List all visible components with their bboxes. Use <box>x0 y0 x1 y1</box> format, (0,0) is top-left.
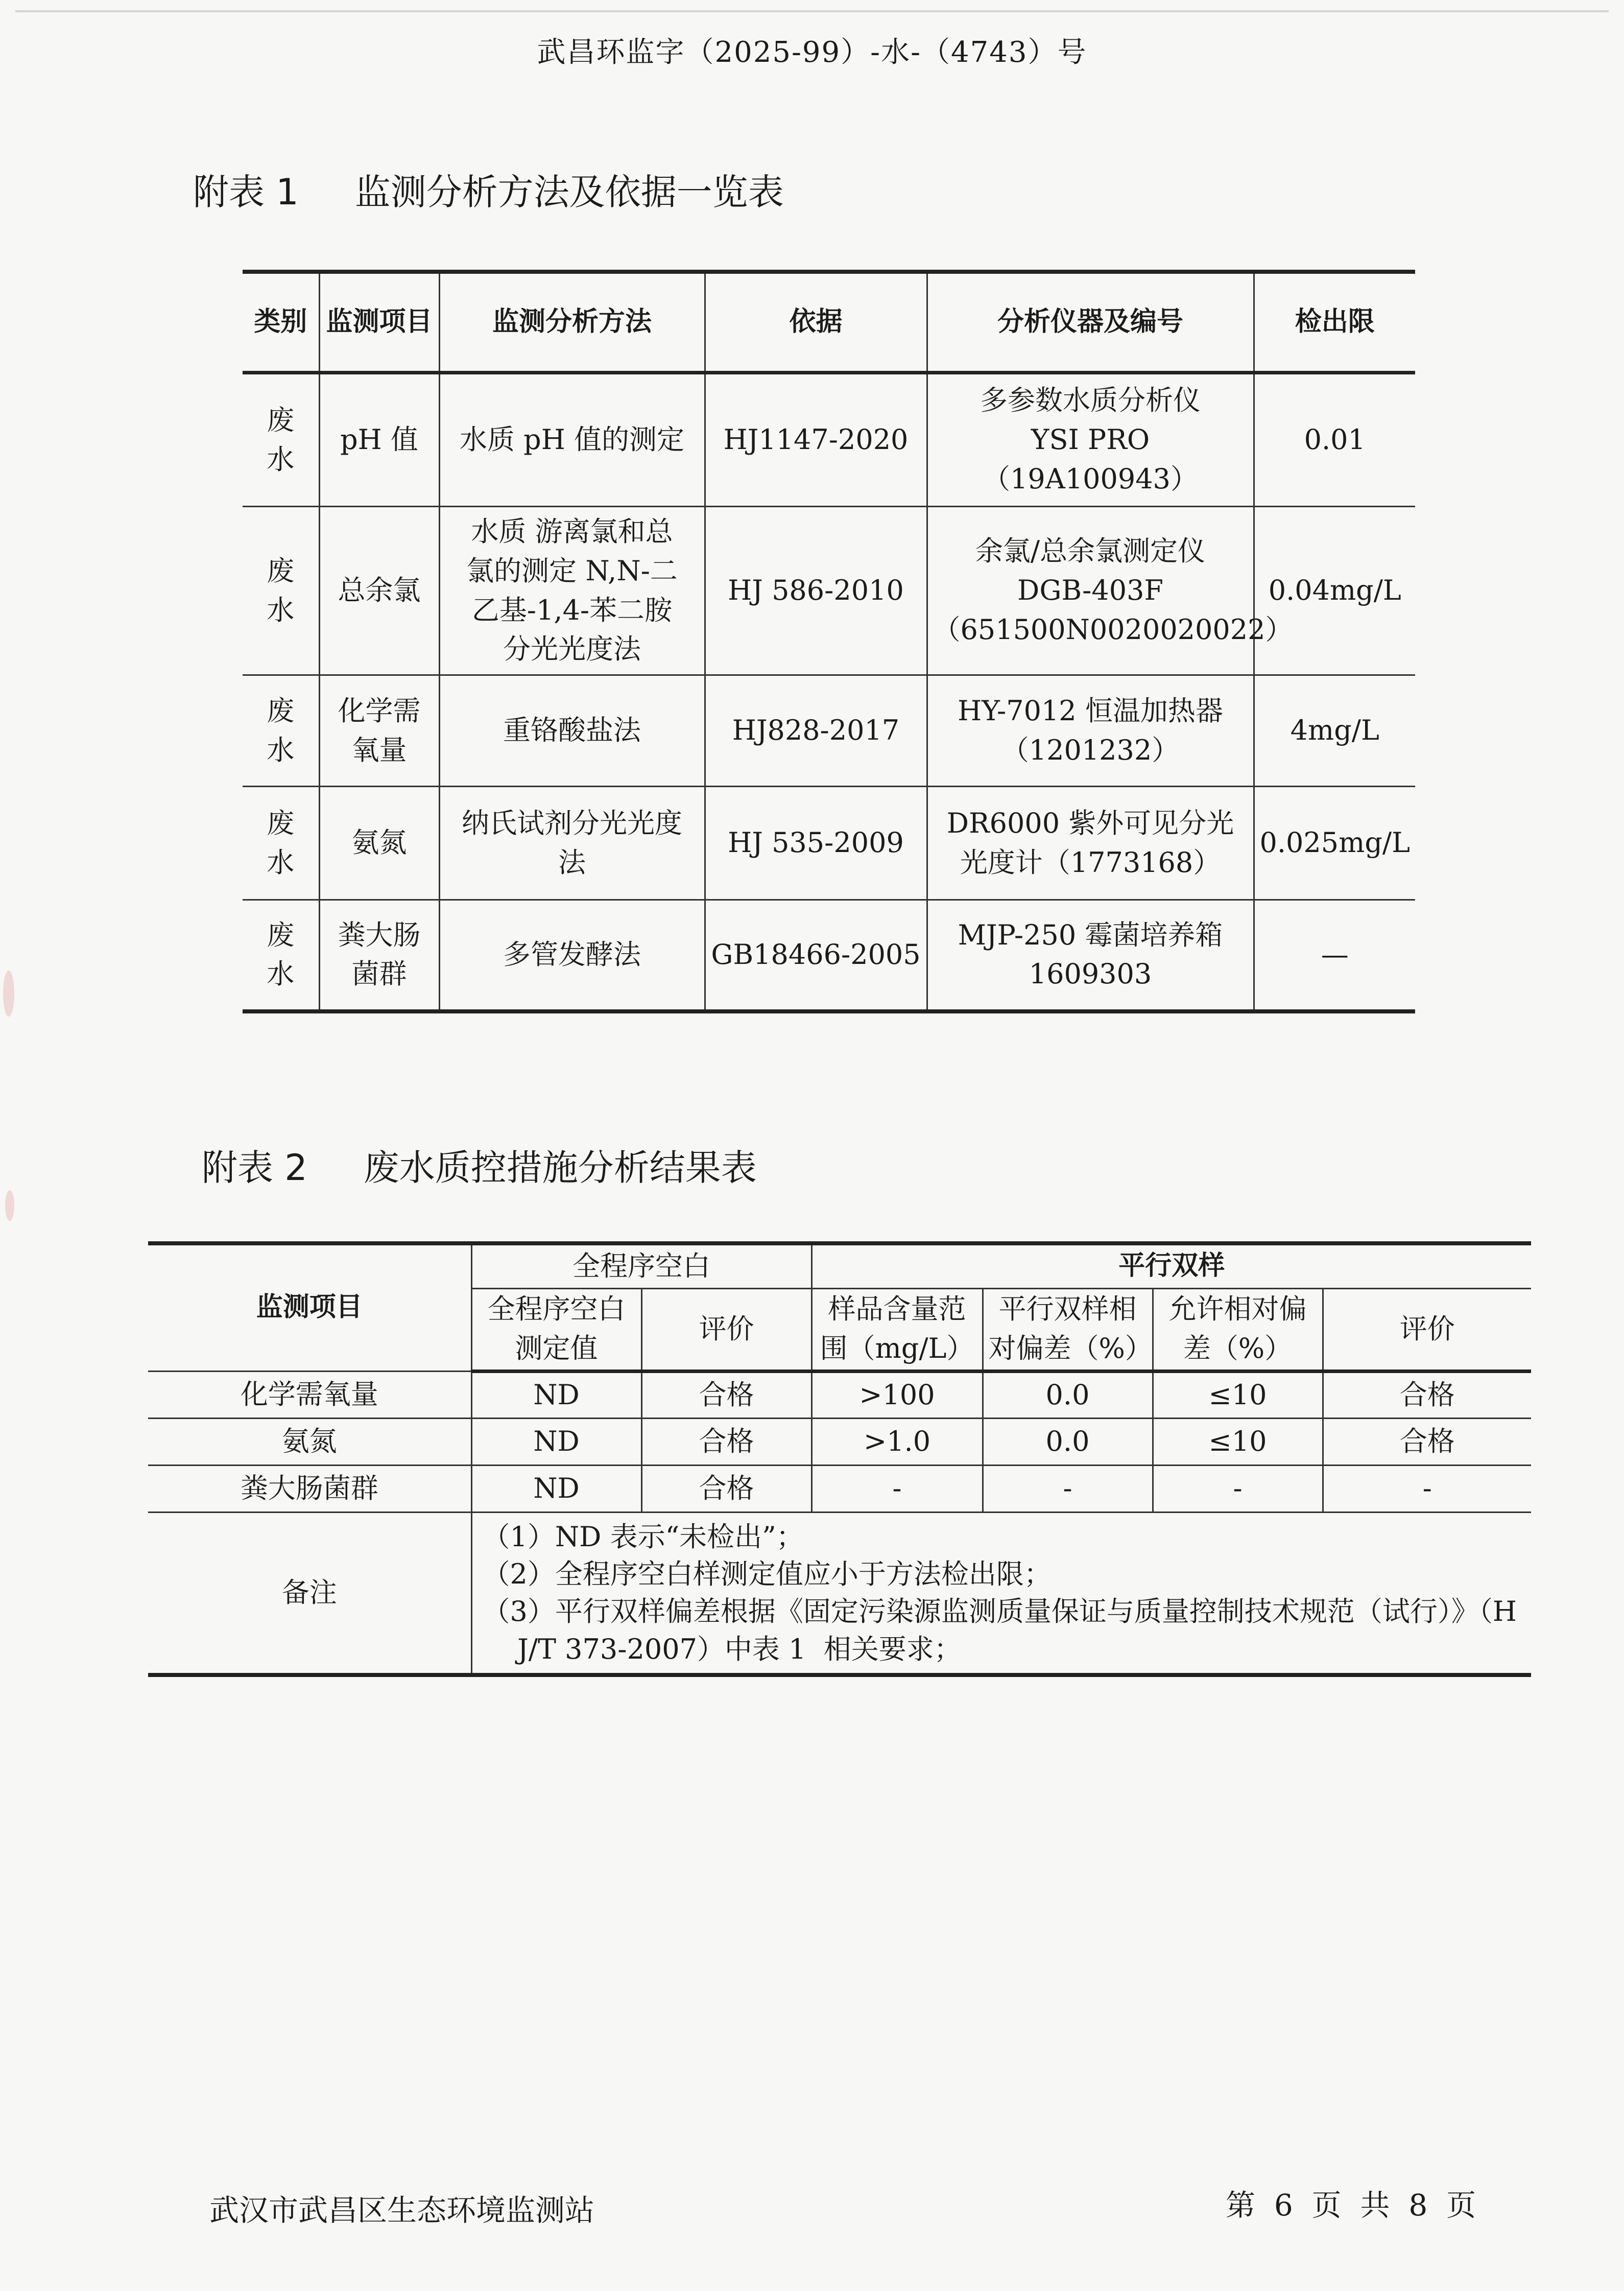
footer-organization: 武汉市武昌区生态环境监测站 <box>209 2193 595 2228</box>
header-method: 监测分析方法 <box>439 272 705 373</box>
methods-table-row <box>243 675 1415 787</box>
methods-table-row <box>243 373 1415 507</box>
note-line: （1）ND 表示“未检出”； <box>482 1520 804 1553</box>
cell-method-line: 分光光度法 <box>503 633 641 666</box>
qc-cell-blank-value: ND <box>471 1371 641 1418</box>
cell-instrument <box>927 373 1254 507</box>
cell-method-line: 水质 pH 值的测定 <box>460 423 684 456</box>
cell-instrument-line: 1609303 <box>1029 958 1152 990</box>
cell-method-line: 水质 游离氯和总 <box>471 515 673 548</box>
methods-table-row <box>243 787 1415 900</box>
cell-instrument <box>927 787 1254 900</box>
cell-category-line: 废 <box>267 694 295 727</box>
cell-category-line: 水 <box>267 734 295 766</box>
qc-subheader <box>641 1288 811 1371</box>
cell-item <box>319 900 439 1011</box>
methods-table <box>243 270 1415 1013</box>
cell-limit <box>1254 507 1415 675</box>
qc-cell-range: >1.0 <box>811 1418 983 1465</box>
qc-cell-range: - <box>811 1465 983 1512</box>
cell-basis <box>705 900 927 1011</box>
qc-subheader-line: 平行双样相 <box>998 1293 1137 1326</box>
cell-item-line: 粪大肠 <box>338 918 421 951</box>
qc-subheader <box>983 1288 1153 1371</box>
cell-item-line: 化学需 <box>338 694 421 727</box>
cell-limit <box>1254 373 1415 507</box>
qc-table-row <box>148 1371 1531 1418</box>
qc-subheader-line: 测定值 <box>515 1332 598 1364</box>
cell-limit-line: 0.025mg/L <box>1259 826 1410 859</box>
cell-basis <box>705 373 927 507</box>
methods-table-header <box>243 272 1415 373</box>
cell-item <box>319 675 439 787</box>
cell-category <box>243 373 319 507</box>
cell-item <box>319 787 439 900</box>
cell-limit <box>1254 675 1415 787</box>
header-instrument: 分析仪器及编号 <box>927 272 1254 373</box>
cell-item-line: 总余氯 <box>338 574 421 607</box>
cell-limit-line: 0.04mg/L <box>1268 574 1401 607</box>
cell-instrument-line: DR6000 紫外可见分光 <box>946 807 1234 839</box>
cell-instrument-line: 光度计（1773168） <box>960 846 1221 879</box>
methods-table-row <box>243 507 1415 675</box>
cell-item-line: 菌群 <box>351 958 407 990</box>
cell-basis <box>705 787 927 900</box>
qc-subheader-line: 对偏差（%） <box>988 1332 1153 1364</box>
qc-cell-eval: 合格 <box>1323 1418 1531 1465</box>
qc-subheader <box>471 1288 641 1371</box>
cell-limit-line: 4mg/L <box>1290 714 1379 747</box>
cell-method-line: 重铬酸盐法 <box>503 714 641 747</box>
cell-category <box>243 507 319 675</box>
header-item: 监测项目 <box>319 272 439 373</box>
cell-basis-line: HJ828-2017 <box>732 714 900 747</box>
qc-subheader <box>1323 1288 1531 1371</box>
cell-category-line: 废 <box>267 918 295 951</box>
qc-subheader-line: 全程序空白 <box>487 1293 626 1326</box>
qc-subheader-line: 评价 <box>699 1312 754 1345</box>
cell-instrument <box>927 507 1293 675</box>
header-category: 类别 <box>243 272 319 373</box>
qc-cell-item: 氨氮 <box>148 1418 471 1465</box>
qc-cell-range: >100 <box>811 1371 983 1418</box>
table1-heading <box>193 163 784 215</box>
qc-table-group-header <box>148 1243 1531 1288</box>
header-limit: 检出限 <box>1254 272 1415 373</box>
cell-method-line: 氯的测定 N,N-二 <box>466 554 678 587</box>
cell-method-line: 多管发酵法 <box>503 938 641 971</box>
cell-method <box>439 507 705 675</box>
qc-cell-allowed: - <box>1153 1465 1323 1512</box>
cell-instrument-line: 多参数水质分析仪 <box>980 384 1201 417</box>
cell-instrument-line: （1201232） <box>1001 734 1180 766</box>
cell-instrument-line: HY-7012 恒温加热器 <box>958 694 1223 727</box>
cell-limit <box>1254 900 1415 1011</box>
cell-basis-line: GB18466-2005 <box>711 938 921 971</box>
cell-category <box>243 675 319 787</box>
cell-category-line: 水 <box>267 846 295 879</box>
cell-instrument-line: 余氯/总余氯测定仪 <box>975 535 1206 568</box>
table1-label: 附表 1 <box>193 171 299 213</box>
cell-basis-line: HJ1147-2020 <box>723 423 909 456</box>
qc-subheader-line: 样品含量范 <box>828 1293 966 1326</box>
qc-cell-eval: - <box>1323 1465 1531 1512</box>
cell-category-line: 废 <box>267 554 295 587</box>
footer-page-info: 第 6 页 共 8 页 <box>1226 2188 1476 2223</box>
cell-limit <box>1254 787 1415 900</box>
qc-table-row <box>148 1418 1531 1465</box>
cell-instrument-line: （19A100943） <box>983 462 1198 495</box>
cell-instrument-line: YSI PRO <box>1031 423 1150 456</box>
header-full-blank: 全程序空白 <box>471 1243 811 1288</box>
cell-instrument <box>927 675 1254 787</box>
cell-method <box>439 373 705 507</box>
qc-cell-blank-eval: 合格 <box>641 1371 811 1418</box>
cell-basis-line: HJ 586-2010 <box>728 574 904 607</box>
header-basis: 依据 <box>705 272 927 373</box>
table2-title: 废水质控措施分析结果表 <box>363 1147 757 1189</box>
cell-basis-line: HJ 535-2009 <box>728 826 904 859</box>
note-line: （2）全程序空白样测定值应小于方法检出限； <box>482 1557 1052 1590</box>
stain-mark <box>3 971 14 1017</box>
table2-heading <box>202 1139 757 1191</box>
qc-table-row <box>148 1465 1531 1512</box>
qc-cell-deviation: - <box>983 1465 1153 1512</box>
qc-cell-deviation: 0.0 <box>983 1371 1153 1418</box>
qc-subheader-line: 评价 <box>1399 1312 1455 1345</box>
methods-table-row <box>243 900 1415 1011</box>
cell-instrument <box>927 900 1254 1011</box>
qc-subheader-line: 允许相对偏 <box>1168 1293 1307 1326</box>
cell-method <box>439 675 705 787</box>
cell-item <box>319 507 439 675</box>
qc-subheader <box>1153 1288 1323 1371</box>
cell-category <box>243 900 319 1011</box>
cell-item <box>319 373 439 507</box>
qc-subheader-line: 差（%） <box>1183 1332 1293 1364</box>
cell-method-line: 法 <box>558 846 586 879</box>
header-monitoring-item: 监测项目 <box>148 1243 471 1371</box>
qc-cell-blank-eval: 合格 <box>641 1465 811 1512</box>
cell-item-line: 氧量 <box>351 734 407 766</box>
cell-category-line: 废 <box>267 404 295 436</box>
qc-cell-item: 化学需氧量 <box>148 1371 471 1418</box>
cell-instrument-line: DGB-403F <box>1017 574 1163 607</box>
cell-item-line: 氨氮 <box>351 826 407 859</box>
cell-instrument-line: MJP-250 霉菌培养箱 <box>958 918 1223 951</box>
qc-subheader <box>811 1288 983 1371</box>
qc-cell-eval: 合格 <box>1323 1371 1531 1418</box>
note-line: （3）平行双样偏差根据《固定污染源监测质量保证与质量控制技术规范（试行）》（H <box>482 1595 1517 1628</box>
qc-cell-blank-value: ND <box>471 1418 641 1465</box>
qc-subheader-line: 围（mg/L） <box>820 1332 974 1364</box>
document-number: 武昌环监字（2025-99）-水-（4743）号 <box>537 36 1087 69</box>
qc-cell-blank-eval: 合格 <box>641 1418 811 1465</box>
qc-cell-blank-value: ND <box>471 1465 641 1512</box>
cell-method <box>439 900 705 1011</box>
qc-cell-allowed: ≤10 <box>1153 1418 1323 1465</box>
table2-label: 附表 2 <box>202 1147 307 1189</box>
cell-limit-line: — <box>1321 938 1349 971</box>
cell-limit-line: 0.01 <box>1304 423 1366 456</box>
qc-cell-deviation: 0.0 <box>983 1418 1153 1465</box>
notes-content <box>471 1512 1531 1675</box>
cell-basis <box>705 675 927 787</box>
stain-mark <box>5 1190 14 1221</box>
cell-method-line: 乙基-1,4-苯二胺 <box>471 594 673 626</box>
cell-category <box>243 787 319 900</box>
cell-category-line: 水 <box>267 443 295 476</box>
notes-label: 备注 <box>148 1512 471 1675</box>
qc-notes-row <box>148 1512 1531 1675</box>
cell-category-line: 水 <box>267 958 295 990</box>
cell-method-line: 纳氏试剂分光光度 <box>462 807 682 839</box>
top-rule <box>15 10 1609 12</box>
table1-title: 监测分析方法及依据一览表 <box>354 171 784 213</box>
qc-table <box>148 1241 1531 1677</box>
cell-item-line: pH 值 <box>340 423 418 456</box>
cell-method <box>439 787 705 900</box>
header-parallel-samples: 平行双样 <box>811 1243 1531 1288</box>
qc-cell-item: 粪大肠菌群 <box>148 1465 471 1512</box>
note-line: J/T 373-2007）中表 1 相关要求； <box>482 1633 962 1665</box>
cell-category-line: 水 <box>267 594 295 626</box>
qc-cell-allowed: ≤10 <box>1153 1371 1323 1418</box>
cell-category-line: 废 <box>267 807 295 839</box>
cell-instrument-line: （651500N0020020022） <box>933 613 1293 646</box>
cell-basis <box>705 507 927 675</box>
